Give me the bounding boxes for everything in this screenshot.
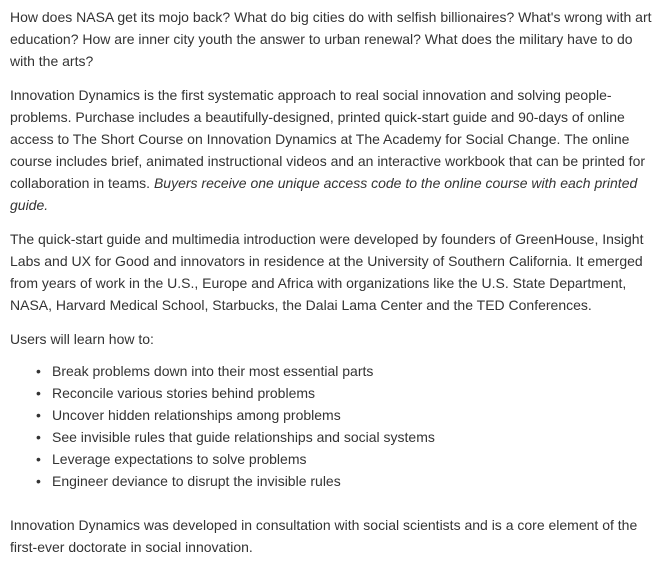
skills-list <box>10 360 661 492</box>
list-item <box>36 360 661 382</box>
list-item-text: Leverage expectations to solve problems <box>52 451 307 467</box>
list-item <box>36 382 661 404</box>
closing-paragraph: Innovation Dynamics was developed in consultation with social scientists and is a core element of the first-ever doctorate in social innovation. <box>10 517 638 555</box>
list-item <box>36 426 661 448</box>
intro-paragraph: How does NASA get its mojo back? What do big cities do with selfish billionaires? What's wrong with art education? How are inner city youth the answer to urban renewal? What does the military have to do with the arts? <box>10 9 652 69</box>
description-text: Innovation Dynamics is the first systematic approach to real social innovation and solving people-problems. Purchase includes a beautifully-designed, printed quick-start guide and 90-days of online access to The Short Course on Innovation Dynamics at The Academy for Social Change. The online course includes brief, animated instructional videos and an interactive workbook that can be printed for collaboration in teams. <box>10 87 646 191</box>
bullet-icon: • <box>36 407 41 423</box>
list-item-text: Reconcile various stories behind problems <box>52 385 316 401</box>
bullet-icon: • <box>36 429 41 445</box>
bullet-icon: • <box>36 473 41 489</box>
bullet-icon: • <box>36 451 41 467</box>
users-intro: Users will learn how to: <box>10 331 154 347</box>
list-item <box>36 470 661 492</box>
description-paragraph <box>10 84 661 216</box>
bullet-icon: • <box>36 385 41 401</box>
list-item-text: Break problems down into their most essential parts <box>52 363 374 379</box>
list-item-text: Engineer deviance to disrupt the invisible rules <box>52 473 341 489</box>
list-item <box>36 448 661 470</box>
list-item-text: See invisible rules that guide relationships and social systems <box>52 429 435 445</box>
list-item-text: Uncover hidden relationships among problems <box>52 407 341 423</box>
list-item <box>36 404 661 426</box>
development-paragraph: The quick-start guide and multimedia introduction were developed by founders of GreenHouse, Insight Labs and UX for Good and innovators in residence at the University of Southern California. It emerged from years of work in the U.S., Europe and Africa with organizations like the U.S. State Department, NASA, Harvard Medical School, Starbucks, the Dalai Lama Center and the TED Conferences. <box>10 231 644 313</box>
access-code-note: Buyers receive one unique access code to the online course with each printed guide. <box>10 175 638 213</box>
bullet-icon: • <box>36 363 41 379</box>
